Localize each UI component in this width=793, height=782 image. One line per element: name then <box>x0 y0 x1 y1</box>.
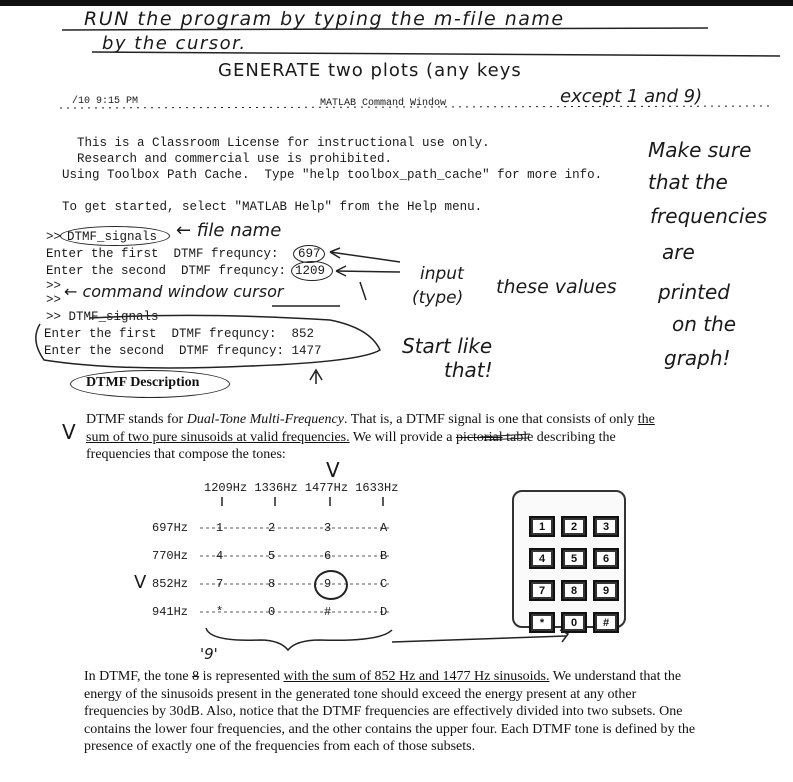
note-start-like: Start like <box>402 334 493 358</box>
row-freq-697: 697Hz <box>152 521 189 535</box>
label-9-note: '9' <box>200 645 218 663</box>
dtmf-key: 7 <box>216 577 224 591</box>
keypad-key: 9 <box>593 580 619 601</box>
check-mark-1: V <box>62 420 76 444</box>
handwritten-line3: GENERATE two plots (any keys <box>218 60 522 81</box>
para2-text-3: is represented <box>199 669 284 684</box>
arrow-to-1209 <box>336 271 400 272</box>
dtmf-key: * <box>216 605 224 619</box>
keypad-key: 8 <box>561 580 587 601</box>
first-freq-value: 697 <box>298 247 321 261</box>
note-type: (type) <box>412 288 464 308</box>
circle-1209 <box>291 261 333 281</box>
row-freq-852: 852Hz <box>152 577 189 591</box>
keypad-key: 4 <box>529 548 555 569</box>
side-note-2: that the <box>648 170 728 194</box>
para1-sum-phrase: sum of two pure sinusoids at valid frequencies. <box>86 429 350 445</box>
dtmf-key: 6 <box>324 549 332 563</box>
dtmf-key: 3 <box>324 521 332 535</box>
para1-dtmf-expansion: Dual-Tone Multi-Frequency <box>186 412 344 427</box>
first-freq-prompt: Enter the first DTMF frequncy: <box>46 247 279 261</box>
dtmf-key: 0 <box>268 605 276 619</box>
paragraph-1 <box>86 411 706 464</box>
para1-text-1: DTMF stands for <box>86 412 187 427</box>
dtmf-key: 1 <box>216 521 224 535</box>
check-mark-1477: V <box>326 458 340 482</box>
side-note-6: on the <box>672 312 737 336</box>
keypad-key: 6 <box>593 548 619 569</box>
command-line-2: >> DTMF_signals <box>46 310 159 324</box>
para1-text-9: frequencies that compose the tones: <box>86 447 286 462</box>
check-mark-852: V <box>134 572 147 593</box>
para1-struck-word: pictorial <box>455 429 503 445</box>
row-freq-941: 941Hz <box>152 605 189 619</box>
para1-text-6: We will provide a <box>349 429 456 445</box>
note-input: input <box>420 264 464 284</box>
section-title: DTMF Description <box>86 375 200 390</box>
side-note-1: Make sure <box>648 138 752 162</box>
dtmf-key: D <box>380 605 388 619</box>
license-line-2: Research and commercial use is prohibited. <box>62 152 393 166</box>
para2-text-5: We understand that the energy of the sinusoids present in the generated tone should exceed the energy present at any other frequencies by 30dB. Also, notice that the DTMF frequencies are effectively divided into two subsets. One contains the lower four frequencies, and the other contains the upper four. Each DTMF tone is defined by the presence of exactly one of the frequencies from each of those subsets. <box>84 669 696 754</box>
note-cursor: ← command window cursor <box>64 282 284 301</box>
first-freq-line-2: Enter the first DTMF frequncy: 852 <box>44 327 315 341</box>
dtmf-key: 9 <box>324 577 332 591</box>
second-freq-prompt: Enter the second DTMF frequncy: <box>46 264 287 278</box>
circle-key-9 <box>314 570 348 600</box>
note-these-values: these values <box>496 276 617 298</box>
get-started-line: To get started, select "MATLAB Help" from the Help menu. <box>62 200 483 214</box>
row-freq-770: 770Hz <box>152 549 189 563</box>
para2-sum-phrase: with the sum of 852 Hz and 1477 Hz sinusoids. <box>283 669 550 684</box>
side-note-5: printed <box>658 280 730 304</box>
handwritten-line3b: except 1 and 9) <box>560 86 703 107</box>
side-note-7: graph! <box>664 346 731 370</box>
tick-mark <box>360 282 366 300</box>
side-note-3: frequencies <box>650 204 768 228</box>
handwritten-line1: RUN the program by typing the m-file name <box>84 8 565 30</box>
keypad-key: 7 <box>529 580 555 601</box>
prompt-1: >> <box>46 230 62 244</box>
note-that: that! <box>444 358 493 382</box>
para1-text-8: table describing the <box>502 429 616 445</box>
brace <box>206 628 392 650</box>
keypad-key: 0 <box>561 612 587 633</box>
license-line-1: This is a Classroom License for instructional use only. <box>62 136 490 150</box>
license-line-3: Using Toolbox Path Cache. Type "help toolbox_path_cache" for more info. <box>62 168 603 182</box>
arrow-up-1477 <box>310 370 322 384</box>
keypad-key: 1 <box>529 516 555 537</box>
dtmf-key: C <box>380 577 388 591</box>
keypad-key: # <box>593 612 619 633</box>
dtmf-key: A <box>380 521 388 535</box>
dtmf-key: B <box>380 549 388 563</box>
para2-tone-struck: 8 <box>192 669 200 684</box>
dtmf-key: 2 <box>268 521 276 535</box>
keypad-key: 2 <box>561 516 587 537</box>
keypad-key: 3 <box>593 516 619 537</box>
dtmf-key: 4 <box>216 549 224 563</box>
handwritten-line2: by the cursor. <box>102 33 247 54</box>
arrow-to-keypad <box>392 636 566 642</box>
empty-prompt-2: >> <box>46 293 62 307</box>
second-freq-value: 1209 <box>295 264 326 278</box>
column-frequencies: 1209Hz 1336Hz 1477Hz 1633Hz <box>204 481 399 495</box>
second-freq-line-2: Enter the second DTMF frequncy: 1477 <box>44 344 322 358</box>
para2-text-1: In DTMF, the tone <box>84 669 193 684</box>
side-note-4: are <box>662 240 695 264</box>
command-dtmf-signals: DTMF_signals <box>67 230 158 244</box>
keypad-grid <box>529 516 617 633</box>
column-ticks <box>222 497 383 506</box>
paragraph-2 <box>84 668 698 756</box>
dtmf-key: 8 <box>268 577 276 591</box>
window-title: MATLAB Command Window <box>320 98 447 109</box>
dtmf-key: 5 <box>268 549 276 563</box>
top-edge <box>0 0 793 6</box>
empty-prompt-1: >> <box>46 279 62 293</box>
keypad-key: * <box>529 612 555 633</box>
keypad-illustration <box>512 490 626 628</box>
arrow-to-697 <box>330 252 400 262</box>
note-file-name: ← file name <box>176 220 282 241</box>
keypad-key: 5 <box>561 548 587 569</box>
date-time: /10 9:15 PM <box>72 96 139 107</box>
para1-text-3: . That is, a DTMF signal is one that consists of only <box>343 412 638 427</box>
dtmf-key: # <box>324 605 332 619</box>
circle-command <box>60 226 170 246</box>
para1-the: the <box>637 412 655 427</box>
